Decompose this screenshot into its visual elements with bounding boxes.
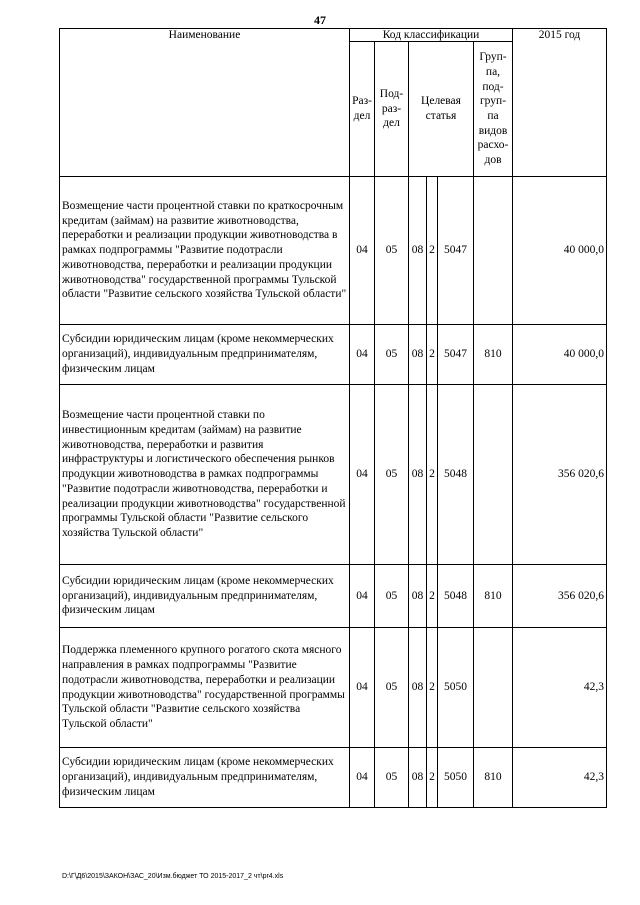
header-subsection: Под- раз- дел <box>375 42 409 177</box>
row-target-part2: 2 <box>427 628 438 748</box>
row-target-part2: 2 <box>427 748 438 808</box>
row-subsection: 05 <box>375 385 409 565</box>
row-subsection: 05 <box>375 628 409 748</box>
row-name: Поддержка племенного крупного рогатого скота мясного направления в рамках подпрограммы "Развитие подотрасли животноводства, переработки и реализации продукции животноводства" государственной программы Тульской области "Развитие сельского хозяйства Тульской области" <box>60 628 350 748</box>
row-target-part1: 08 <box>409 748 427 808</box>
row-amount: 42,3 <box>513 748 607 808</box>
row-section: 04 <box>350 748 375 808</box>
row-target-part2: 2 <box>427 177 438 325</box>
row-name: Возмещение части процентной ставки по инвестиционным кредитам (займам) на развитие животноводства, переработки и развития инфраструктуры и логистического обеспечения рынков продукции животноводства в рамках подпрограммы "Развитие подотрасли животноводства, переработки и реализации продукции животноводства" государственной программы Тульской области "Развитие сельского хозяйства Тульской области" <box>60 385 350 565</box>
header-expense-group: Груп- па, под- груп- па видов расхо- дов <box>474 42 513 177</box>
row-target-part2: 2 <box>427 325 438 385</box>
row-target-part3: 5048 <box>438 385 474 565</box>
row-target-part1: 08 <box>409 385 427 565</box>
row-target-part2: 2 <box>427 385 438 565</box>
row-name: Возмещение части процентной ставки по краткосрочным кредитам (займам) на развитие животноводства, переработки и реализации продукции животноводства в рамках подпрограммы "Развитие подотрасли животноводства, переработки и реализации продукции животноводства" государственной программы Тульской области "Развитие сельского хозяйства Тульской области" <box>60 177 350 325</box>
table-row <box>60 748 607 808</box>
table-row <box>60 325 607 385</box>
row-expense-group <box>474 177 513 325</box>
header-name: Наименование <box>60 29 350 177</box>
row-name: Субсидии юридическим лицам (кроме некоммерческих организаций), индивидуальным предпринимателям, физическим лицам <box>60 748 350 808</box>
header-target-article: Целевая статья <box>409 42 474 177</box>
header-year: 2015 год <box>513 29 607 177</box>
row-amount: 40 000,0 <box>513 325 607 385</box>
row-name: Субсидии юридическим лицам (кроме некоммерческих организаций), индивидуальным предпринимателям, физическим лицам <box>60 565 350 628</box>
row-target-part1: 08 <box>409 628 427 748</box>
row-target-part1: 08 <box>409 565 427 628</box>
row-target-part3: 5047 <box>438 177 474 325</box>
row-amount: 42,3 <box>513 628 607 748</box>
row-amount: 356 020,6 <box>513 565 607 628</box>
row-target-part1: 08 <box>409 177 427 325</box>
header-row-top <box>60 29 607 42</box>
row-amount: 356 020,6 <box>513 385 607 565</box>
table-row <box>60 385 607 565</box>
row-expense-group: 810 <box>474 565 513 628</box>
row-expense-group: 810 <box>474 325 513 385</box>
table-row <box>60 177 607 325</box>
footer-file-path: D:\Г\Д6\2015\ЗАКОН\ЗАС_20\Изм.бюджет ТО 2015-2017_2 чт\pr4.xls <box>62 873 284 880</box>
table-body <box>60 177 607 808</box>
row-expense-group <box>474 628 513 748</box>
row-subsection: 05 <box>375 748 409 808</box>
row-target-part3: 5048 <box>438 565 474 628</box>
row-target-part1: 08 <box>409 325 427 385</box>
row-target-part3: 5047 <box>438 325 474 385</box>
row-subsection: 05 <box>375 177 409 325</box>
row-section: 04 <box>350 177 375 325</box>
row-expense-group: 810 <box>474 748 513 808</box>
row-name: Субсидии юридическим лицам (кроме некоммерческих организаций), индивидуальным предпринимателям, физическим лицам <box>60 325 350 385</box>
row-amount: 40 000,0 <box>513 177 607 325</box>
row-subsection: 05 <box>375 565 409 628</box>
row-target-part3: 5050 <box>438 748 474 808</box>
row-section: 04 <box>350 385 375 565</box>
row-section: 04 <box>350 565 375 628</box>
row-target-part2: 2 <box>427 565 438 628</box>
header-section: Раз- дел <box>350 42 375 177</box>
row-target-part3: 5050 <box>438 628 474 748</box>
table-row <box>60 565 607 628</box>
row-expense-group <box>474 385 513 565</box>
row-section: 04 <box>350 325 375 385</box>
header-classification: Код классификации <box>350 29 513 42</box>
page-number: 47 <box>314 13 326 27</box>
row-subsection: 05 <box>375 325 409 385</box>
row-section: 04 <box>350 628 375 748</box>
table-row <box>60 628 607 748</box>
budget-table <box>59 28 607 808</box>
